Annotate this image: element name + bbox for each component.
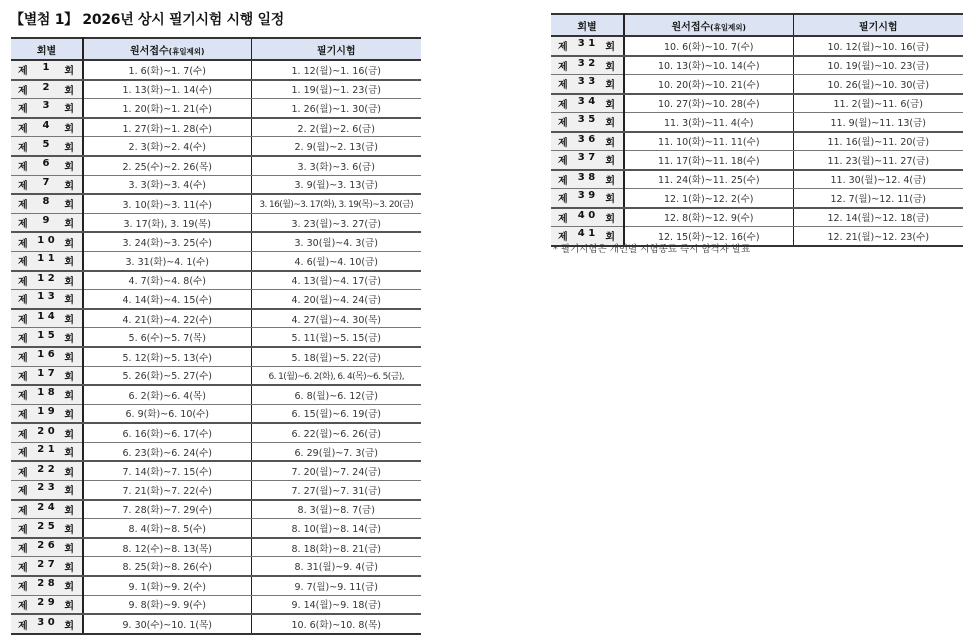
table-row <box>11 500 421 519</box>
round-cell <box>11 614 83 634</box>
application-period-cell: 1. 20(화)~1. 21(수) <box>83 99 251 118</box>
round-suffix: 회 <box>605 175 615 187</box>
round-number: 3 2 <box>577 57 596 69</box>
round-number: 1 2 <box>37 272 55 284</box>
table-row <box>551 36 963 56</box>
table-row <box>551 170 963 189</box>
table-row <box>11 614 421 634</box>
round-number: 2 9 <box>37 596 55 608</box>
table-row <box>11 118 421 137</box>
table-row <box>11 404 421 423</box>
round-suffix: 회 <box>64 180 74 192</box>
round-number: 3 3 <box>577 76 596 88</box>
round-cell <box>11 156 83 175</box>
exam-period-cell: 9. 7(월)~9. 11(금) <box>251 576 421 595</box>
application-period-cell: 9. 8(화)~9. 9(수) <box>83 595 251 614</box>
round-prefix: 제 <box>18 85 28 97</box>
exam-period-cell: 2. 2(월)~2. 6(금) <box>251 118 421 137</box>
round-cell <box>11 213 83 232</box>
application-period-cell: 3. 24(화)~3. 25(수) <box>83 232 251 251</box>
table-row <box>11 481 421 500</box>
round-prefix: 제 <box>558 42 568 54</box>
round-suffix: 회 <box>64 600 74 612</box>
exam-period-cell: 1. 12(월)~1. 16(금) <box>251 60 421 80</box>
application-period-cell: 1. 13(화)~1. 14(수) <box>83 80 251 99</box>
exam-period-cell: 2. 9(월)~2. 13(금) <box>251 137 421 156</box>
round-suffix: 회 <box>64 295 74 307</box>
table-row <box>11 156 421 175</box>
application-period-cell: 8. 4(화)~8. 5(수) <box>83 519 251 538</box>
exam-period-cell: 3. 9(월)~3. 13(금) <box>251 175 421 194</box>
application-period-cell: 11. 24(화)~11. 25(수) <box>624 170 793 189</box>
application-period-cell: 7. 28(화)~7. 29(수) <box>83 500 251 519</box>
round-cell <box>551 189 624 208</box>
exam-period-cell: 11. 23(월)~11. 27(금) <box>793 151 963 170</box>
exam-period-cell: 11. 30(월)~12. 4(금) <box>793 170 963 189</box>
round-cell <box>551 113 624 132</box>
round-number: 3 8 <box>577 171 596 183</box>
application-period-cell: 2. 25(수)~2. 26(목) <box>83 156 251 175</box>
application-period-cell: 12. 1(화)~12. 2(수) <box>624 189 793 208</box>
round-prefix: 제 <box>558 99 568 111</box>
round-cell <box>551 132 624 151</box>
application-period-cell: 3. 10(화)~3. 11(수) <box>83 194 251 213</box>
round-prefix: 제 <box>18 544 28 556</box>
application-period-cell: 10. 27(화)~10. 28(수) <box>624 94 793 113</box>
exam-period-cell: 7. 20(월)~7. 24(금) <box>251 461 421 480</box>
table-row <box>551 113 963 132</box>
round-cell <box>11 290 83 309</box>
exam-period-cell: 1. 19(월)~1. 23(금) <box>251 80 421 99</box>
round-suffix: 회 <box>64 257 74 269</box>
round-number: 2 2 <box>37 463 55 475</box>
exam-period-cell: 10. 12(월)~10. 16(금) <box>793 36 963 56</box>
exam-period-cell: 8. 10(월)~8. 14(금) <box>251 519 421 538</box>
application-period-cell: 8. 12(수)~8. 13(목) <box>83 538 251 557</box>
exam-period-cell: 11. 2(월)~11. 6(금) <box>793 94 963 113</box>
round-suffix: 회 <box>64 391 74 403</box>
round-number: 3 4 <box>577 95 596 107</box>
round-cell <box>11 80 83 99</box>
round-prefix: 제 <box>18 104 28 116</box>
round-prefix: 제 <box>558 213 568 225</box>
round-prefix: 제 <box>18 353 28 365</box>
round-cell <box>11 232 83 251</box>
round-suffix: 회 <box>64 486 74 498</box>
round-cell <box>11 461 83 480</box>
schedule-table-right <box>551 13 963 247</box>
exam-period-cell: 6. 15(월)~6. 19(금) <box>251 404 421 423</box>
exam-period-cell: 10. 19(월)~10. 23(금) <box>793 56 963 75</box>
round-prefix: 제 <box>558 80 568 92</box>
round-prefix: 제 <box>558 175 568 187</box>
round-number: 3 5 <box>577 114 596 126</box>
round-prefix: 제 <box>18 505 28 517</box>
application-period-cell: 12. 8(화)~12. 9(수) <box>624 208 793 227</box>
table-row <box>11 290 421 309</box>
footnote: * 필기시험은 개인별 시험종료 즉시 합격자 발표 <box>553 244 751 255</box>
application-period-cell: 3. 17(화), 3. 19(목) <box>83 213 251 232</box>
application-period-cell: 10. 13(화)~10. 14(수) <box>624 56 793 75</box>
round-suffix: 회 <box>64 505 74 517</box>
application-period-cell: 8. 25(화)~8. 26(수) <box>83 557 251 576</box>
table-row <box>551 132 963 151</box>
round-cell <box>551 170 624 189</box>
round-prefix: 제 <box>18 448 28 460</box>
round-prefix: 제 <box>18 429 28 441</box>
table-row <box>551 75 963 94</box>
round-cell <box>11 347 83 366</box>
round-cell <box>11 519 83 538</box>
round-prefix: 제 <box>18 600 28 612</box>
exam-period-cell: 10. 26(월)~10. 30(금) <box>793 75 963 94</box>
application-period-cell: 6. 16(화)~6. 17(수) <box>83 423 251 442</box>
round-cell <box>551 56 624 75</box>
round-prefix: 제 <box>558 61 568 73</box>
round-prefix: 제 <box>18 238 28 250</box>
round-suffix: 회 <box>64 238 74 250</box>
exam-period-cell: 7. 27(월)~7. 31(금) <box>251 481 421 500</box>
round-suffix: 회 <box>605 118 615 130</box>
table-row <box>11 232 421 251</box>
round-cell <box>11 309 83 328</box>
table-row <box>11 328 421 347</box>
table-row <box>551 151 963 170</box>
round-suffix: 회 <box>64 162 74 174</box>
round-prefix: 제 <box>18 66 28 78</box>
application-period-cell: 9. 30(수)~10. 1(목) <box>83 614 251 634</box>
round-number: 1 3 <box>37 291 55 303</box>
header-application-note: (휴일제외) <box>168 46 205 56</box>
exam-period-cell: 12. 14(월)~12. 18(금) <box>793 208 963 227</box>
exam-period-cell: 8. 3(월)~8. 7(금) <box>251 500 421 519</box>
round-suffix: 회 <box>64 333 74 345</box>
header-exam: 필기시험 <box>251 38 421 60</box>
round-cell <box>11 595 83 614</box>
header-exam: 필기시험 <box>793 14 963 36</box>
table-header-row <box>11 38 421 60</box>
round-number: 2 7 <box>37 558 55 570</box>
round-suffix: 회 <box>605 194 615 206</box>
exam-period-cell: 4. 6(월)~4. 10(금) <box>251 251 421 270</box>
round-number: 1 1 <box>37 253 55 265</box>
table-row <box>11 519 421 538</box>
round-number: 2 <box>42 81 50 93</box>
table-row <box>11 442 421 461</box>
round-number: 5 <box>42 138 50 150</box>
round-suffix: 회 <box>64 409 74 421</box>
application-period-cell: 10. 6(화)~10. 7(수) <box>624 36 793 56</box>
round-prefix: 제 <box>18 391 28 403</box>
round-number: 6 <box>42 158 50 170</box>
application-period-cell: 12. 15(화)~12. 16(수) <box>624 227 793 246</box>
exam-period-cell: 4. 20(월)~4. 24(금) <box>251 290 421 309</box>
round-suffix: 회 <box>64 353 74 365</box>
table-row <box>11 461 421 480</box>
round-cell <box>11 442 83 461</box>
round-prefix: 제 <box>18 142 28 154</box>
table-row <box>11 385 421 404</box>
round-cell <box>551 94 624 113</box>
table-row <box>11 99 421 118</box>
exam-period-cell: 9. 14(월)~9. 18(금) <box>251 595 421 614</box>
round-prefix: 제 <box>18 276 28 288</box>
round-cell <box>11 538 83 557</box>
header-application-note: (휴일제외) <box>710 22 746 32</box>
round-suffix: 회 <box>64 429 74 441</box>
round-number: 7 <box>42 176 50 188</box>
round-suffix: 회 <box>64 524 74 536</box>
round-suffix: 회 <box>605 156 615 168</box>
round-cell <box>11 481 83 500</box>
round-suffix: 회 <box>605 137 615 149</box>
application-period-cell: 1. 6(화)~1. 7(수) <box>83 60 251 80</box>
table-row <box>11 538 421 557</box>
exam-period-cell: 11. 16(월)~11. 20(금) <box>793 132 963 151</box>
round-cell <box>11 328 83 347</box>
application-period-cell: 6. 23(화)~6. 24(수) <box>83 442 251 461</box>
round-prefix: 제 <box>18 257 28 269</box>
round-suffix: 회 <box>605 213 615 225</box>
table-header-row <box>551 14 963 36</box>
application-period-cell: 5. 26(화)~5. 27(수) <box>83 366 251 385</box>
application-period-cell: 2. 3(화)~2. 4(수) <box>83 137 251 156</box>
application-period-cell: 4. 21(화)~4. 22(수) <box>83 309 251 328</box>
round-suffix: 회 <box>605 80 615 92</box>
round-number: 2 1 <box>37 444 55 456</box>
round-number: 3 <box>42 100 50 112</box>
exam-period-cell: 3. 30(월)~4. 3(금) <box>251 232 421 251</box>
round-number: 1 8 <box>37 387 55 399</box>
table-row <box>11 576 421 595</box>
round-number: 4 <box>42 120 50 132</box>
round-suffix: 회 <box>64 562 74 574</box>
table-row <box>11 175 421 194</box>
table-row <box>551 56 963 75</box>
round-number: 9 <box>42 215 50 227</box>
round-suffix: 회 <box>605 232 615 244</box>
exam-period-cell: 5. 11(월)~5. 15(금) <box>251 328 421 347</box>
round-number: 1 6 <box>37 349 55 361</box>
round-prefix: 제 <box>18 200 28 212</box>
table-row <box>11 271 421 290</box>
round-prefix: 제 <box>558 156 568 168</box>
round-cell <box>11 118 83 137</box>
round-prefix: 제 <box>18 371 28 383</box>
application-period-cell: 6. 9(화)~6. 10(수) <box>83 404 251 423</box>
table-row <box>11 251 421 270</box>
round-number: 1 5 <box>37 329 55 341</box>
table-row <box>11 60 421 80</box>
round-cell <box>11 423 83 442</box>
round-number: 1 9 <box>37 405 55 417</box>
exam-period-cell: 3. 3(화)~3. 6(금) <box>251 156 421 175</box>
round-cell <box>11 99 83 118</box>
round-prefix: 제 <box>18 219 28 231</box>
document-title: 【별첨 1】 2026년 상시 필기시험 시행 일정 <box>10 12 284 28</box>
exam-period-cell: 4. 13(월)~4. 17(금) <box>251 271 421 290</box>
table-row <box>11 347 421 366</box>
exam-period-cell: 12. 21(월)~12. 23(수) <box>793 227 963 246</box>
round-cell <box>11 60 83 80</box>
round-cell <box>11 137 83 156</box>
exam-period-cell: 6. 29(월)~7. 3(금) <box>251 442 421 461</box>
exam-period-cell: 6. 1(월)~6. 2(화), 6. 4(목)~6. 5(금), <box>251 366 421 385</box>
round-prefix: 제 <box>18 467 28 479</box>
table-row <box>11 595 421 614</box>
table-row <box>11 213 421 232</box>
application-period-cell: 7. 21(화)~7. 22(수) <box>83 481 251 500</box>
round-suffix: 회 <box>64 219 74 231</box>
round-suffix: 회 <box>64 544 74 556</box>
round-suffix: 회 <box>64 371 74 383</box>
schedule-table-left <box>11 37 421 635</box>
exam-period-cell: 5. 18(월)~5. 22(금) <box>251 347 421 366</box>
round-prefix: 제 <box>18 620 28 632</box>
table-row <box>11 423 421 442</box>
round-cell <box>11 194 83 213</box>
round-suffix: 회 <box>64 448 74 460</box>
table-row <box>11 80 421 99</box>
table-row <box>11 309 421 328</box>
header-round: 회별 <box>11 38 83 60</box>
table-row <box>551 94 963 113</box>
round-prefix: 제 <box>558 232 568 244</box>
application-period-cell: 11. 10(화)~11. 11(수) <box>624 132 793 151</box>
application-period-cell: 3. 31(화)~4. 1(수) <box>83 251 251 270</box>
round-number: 3 9 <box>577 190 596 202</box>
table-row <box>551 189 963 208</box>
round-prefix: 제 <box>18 524 28 536</box>
round-prefix: 제 <box>18 315 28 327</box>
round-suffix: 회 <box>64 582 74 594</box>
round-prefix: 제 <box>558 118 568 130</box>
round-cell <box>11 500 83 519</box>
application-period-cell: 5. 12(화)~5. 13(수) <box>83 347 251 366</box>
round-prefix: 제 <box>558 137 568 149</box>
round-number: 4 0 <box>577 209 596 221</box>
application-period-cell: 11. 17(화)~11. 18(수) <box>624 151 793 170</box>
round-number: 1 7 <box>37 367 55 379</box>
round-prefix: 제 <box>18 180 28 192</box>
round-suffix: 회 <box>64 467 74 479</box>
round-number: 2 6 <box>37 540 55 552</box>
exam-period-cell: 6. 8(월)~6. 12(금) <box>251 385 421 404</box>
round-cell <box>551 75 624 94</box>
round-cell <box>11 576 83 595</box>
round-cell <box>11 557 83 576</box>
round-number: 2 8 <box>37 578 55 590</box>
application-period-cell: 4. 7(화)~4. 8(수) <box>83 271 251 290</box>
application-period-cell: 9. 1(화)~9. 2(수) <box>83 576 251 595</box>
round-suffix: 회 <box>64 104 74 116</box>
header-round: 회별 <box>551 14 624 36</box>
round-cell <box>11 385 83 404</box>
round-suffix: 회 <box>605 42 615 54</box>
application-period-cell: 5. 6(수)~5. 7(목) <box>83 328 251 347</box>
exam-period-cell: 1. 26(월)~1. 30(금) <box>251 99 421 118</box>
round-cell <box>11 366 83 385</box>
round-number: 3 6 <box>577 133 596 145</box>
round-suffix: 회 <box>64 620 74 632</box>
round-prefix: 제 <box>18 562 28 574</box>
round-suffix: 회 <box>64 142 74 154</box>
round-number: 4 1 <box>577 228 596 240</box>
application-period-cell: 11. 3(화)~11. 4(수) <box>624 113 793 132</box>
round-prefix: 제 <box>18 409 28 421</box>
round-cell <box>551 208 624 227</box>
round-number: 1 0 <box>37 234 55 246</box>
application-period-cell: 4. 14(화)~4. 15(수) <box>83 290 251 309</box>
exam-period-cell: 12. 7(월)~12. 11(금) <box>793 189 963 208</box>
round-prefix: 제 <box>18 295 28 307</box>
round-suffix: 회 <box>64 315 74 327</box>
round-suffix: 회 <box>64 85 74 97</box>
exam-period-cell: 11. 9(월)~11. 13(금) <box>793 113 963 132</box>
round-number: 2 0 <box>37 425 55 437</box>
table-row <box>551 208 963 227</box>
table-row <box>11 557 421 576</box>
round-number: 1 4 <box>37 311 55 323</box>
exam-period-cell: 4. 27(월)~4. 30(목) <box>251 309 421 328</box>
round-number: 3 1 <box>577 38 596 50</box>
round-prefix: 제 <box>18 582 28 594</box>
round-cell <box>11 175 83 194</box>
exam-period-cell: 3. 16(월)~3. 17(화), 3. 19(목)~3. 20(금) <box>251 194 421 213</box>
exam-period-cell: 3. 23(월)~3. 27(금) <box>251 213 421 232</box>
header-application: 원서접수(휴일제외) <box>83 38 251 60</box>
application-period-cell: 6. 2(화)~6. 4(목) <box>83 385 251 404</box>
exam-period-cell: 6. 22(월)~6. 26(금) <box>251 423 421 442</box>
application-period-cell: 7. 14(화)~7. 15(수) <box>83 461 251 480</box>
round-number: 2 5 <box>37 520 55 532</box>
round-cell <box>11 404 83 423</box>
application-period-cell: 3. 3(화)~3. 4(수) <box>83 175 251 194</box>
round-suffix: 회 <box>64 200 74 212</box>
round-number: 2 4 <box>37 501 55 513</box>
round-suffix: 회 <box>64 276 74 288</box>
round-number: 3 7 <box>577 152 596 164</box>
round-number: 1 <box>42 62 50 74</box>
application-period-cell: 10. 20(화)~10. 21(수) <box>624 75 793 94</box>
table-row <box>11 366 421 385</box>
round-suffix: 회 <box>605 61 615 73</box>
round-prefix: 제 <box>18 486 28 498</box>
round-cell <box>551 36 624 56</box>
round-number: 8 <box>42 196 50 208</box>
exam-period-cell: 10. 6(화)~10. 8(목) <box>251 614 421 634</box>
round-prefix: 제 <box>18 333 28 345</box>
round-suffix: 회 <box>64 66 74 78</box>
round-prefix: 제 <box>18 162 28 174</box>
table-row <box>11 137 421 156</box>
round-suffix: 회 <box>605 99 615 111</box>
table-row <box>11 194 421 213</box>
round-cell <box>551 151 624 170</box>
round-suffix: 회 <box>64 124 74 136</box>
round-prefix: 제 <box>18 124 28 136</box>
round-cell <box>11 271 83 290</box>
round-prefix: 제 <box>558 194 568 206</box>
round-number: 2 3 <box>37 482 55 494</box>
exam-period-cell: 8. 31(월)~9. 4(금) <box>251 557 421 576</box>
round-cell <box>11 251 83 270</box>
exam-period-cell: 8. 18(화)~8. 21(금) <box>251 538 421 557</box>
round-number: 3 0 <box>37 616 55 628</box>
application-period-cell: 1. 27(화)~1. 28(수) <box>83 118 251 137</box>
header-application: 원서접수(휴일제외) <box>624 14 793 36</box>
